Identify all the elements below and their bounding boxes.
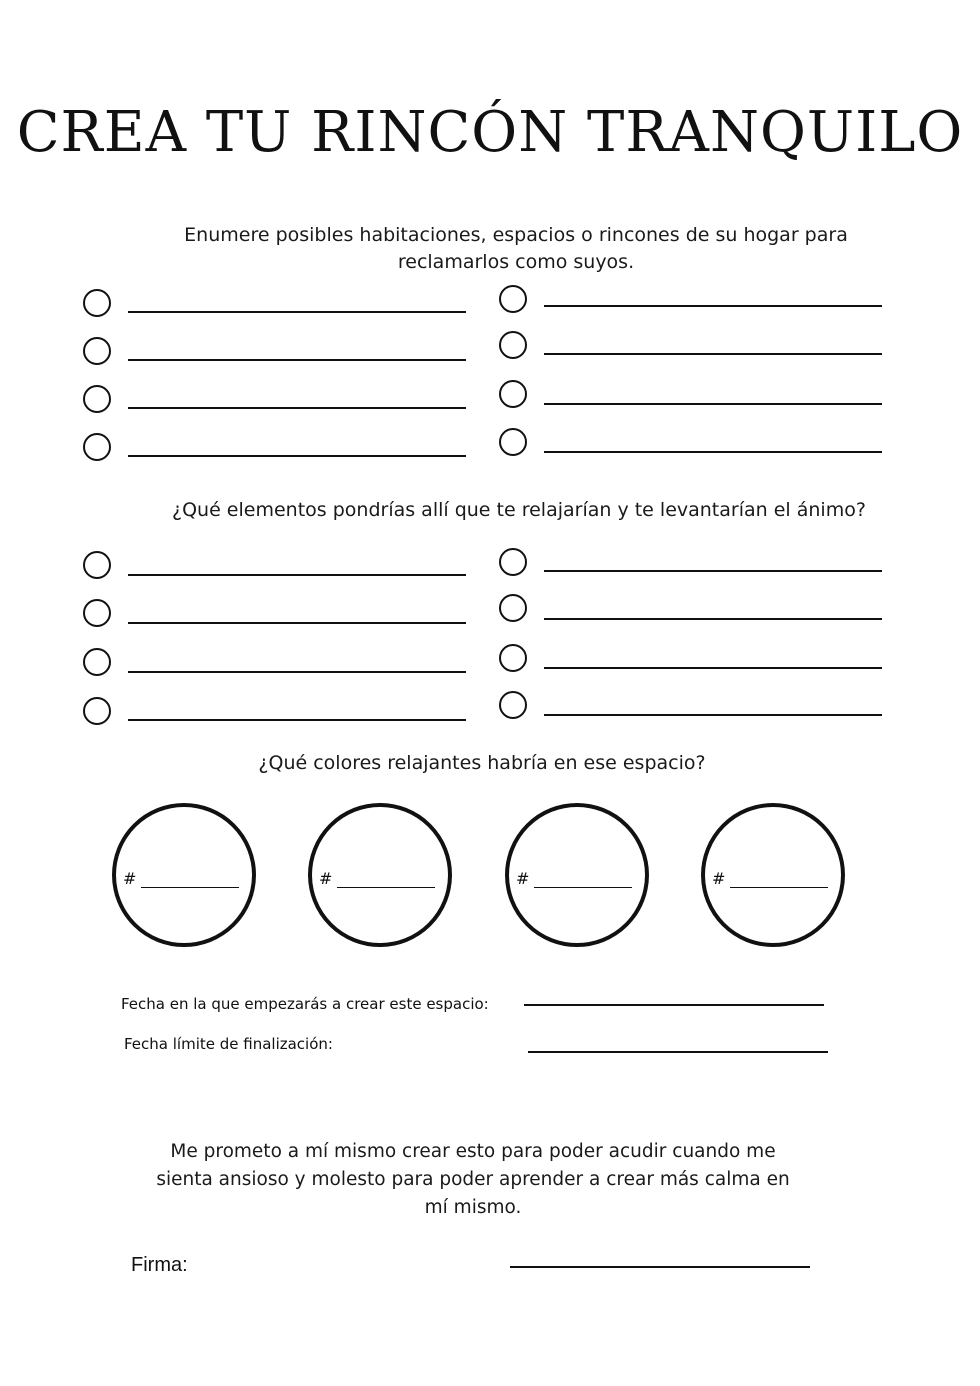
elements-prompt: ¿Qué elementos pondrías allí que te relajarían y te levantarían el ánimo? xyxy=(172,499,866,521)
hash-label: # xyxy=(712,869,726,888)
color-code-line[interactable] xyxy=(534,887,632,888)
color-swatch[interactable] xyxy=(701,803,845,947)
answer-line[interactable] xyxy=(128,359,466,361)
rooms-prompt-line2: reclamarlos como suyos. xyxy=(397,251,635,273)
colors-prompt: ¿Qué colores relajantes habría en ese espacio? xyxy=(258,752,706,774)
color-code-line[interactable] xyxy=(337,887,435,888)
checkbox-circle[interactable] xyxy=(499,644,527,672)
checkbox-circle[interactable] xyxy=(83,385,111,413)
checkbox-circle[interactable] xyxy=(499,428,527,456)
checkbox-circle[interactable] xyxy=(83,289,111,317)
promise-line2: sienta ansioso y molesto para poder aprender a crear más calma en xyxy=(156,1169,790,1190)
answer-line[interactable] xyxy=(544,353,882,355)
signature-label: Firma: xyxy=(131,1254,188,1276)
checkbox-circle[interactable] xyxy=(83,648,111,676)
checkbox-circle[interactable] xyxy=(499,331,527,359)
hash-label: # xyxy=(319,869,333,888)
checkbox-circle[interactable] xyxy=(499,691,527,719)
answer-line[interactable] xyxy=(128,407,466,409)
answer-line[interactable] xyxy=(128,719,466,721)
checkbox-circle[interactable] xyxy=(499,285,527,313)
color-swatch[interactable] xyxy=(505,803,649,947)
signature-line[interactable] xyxy=(510,1266,810,1268)
hash-label: # xyxy=(123,869,137,888)
answer-line[interactable] xyxy=(544,667,882,669)
deadline-line[interactable] xyxy=(528,1051,828,1053)
answer-line[interactable] xyxy=(544,618,882,620)
answer-line[interactable] xyxy=(128,455,466,457)
color-swatch[interactable] xyxy=(112,803,256,947)
color-code-line[interactable] xyxy=(141,887,239,888)
deadline-label: Fecha límite de finalización: xyxy=(124,1035,333,1053)
answer-line[interactable] xyxy=(544,451,882,453)
answer-line[interactable] xyxy=(128,622,466,624)
start-date-line[interactable] xyxy=(524,1004,824,1006)
checkbox-circle[interactable] xyxy=(499,594,527,622)
answer-line[interactable] xyxy=(128,671,466,673)
checkbox-circle[interactable] xyxy=(83,697,111,725)
checkbox-circle[interactable] xyxy=(499,548,527,576)
checkbox-circle[interactable] xyxy=(499,380,527,408)
answer-line[interactable] xyxy=(128,311,466,313)
color-swatch[interactable] xyxy=(308,803,452,947)
color-code-line[interactable] xyxy=(730,887,828,888)
answer-line[interactable] xyxy=(544,570,882,572)
checkbox-circle[interactable] xyxy=(83,599,111,627)
answer-line[interactable] xyxy=(544,305,882,307)
promise-text xyxy=(120,1138,826,1222)
rooms-prompt-line1: Enumere posibles habitaciones, espacios o rincones de su hogar para xyxy=(184,224,848,246)
promise-line3: mí mismo. xyxy=(424,1197,522,1218)
checkbox-circle[interactable] xyxy=(83,337,111,365)
hash-label: # xyxy=(516,869,530,888)
checkbox-circle[interactable] xyxy=(83,551,111,579)
start-date-label: Fecha en la que empezarás a crear este espacio: xyxy=(121,995,489,1013)
checkbox-circle[interactable] xyxy=(83,433,111,461)
answer-line[interactable] xyxy=(128,574,466,576)
page-title: CREA TU RINCÓN TRANQUILO xyxy=(16,100,964,165)
promise-line1: Me prometo a mí mismo crear esto para poder acudir cuando me xyxy=(170,1141,776,1162)
answer-line[interactable] xyxy=(544,403,882,405)
answer-line[interactable] xyxy=(544,714,882,716)
